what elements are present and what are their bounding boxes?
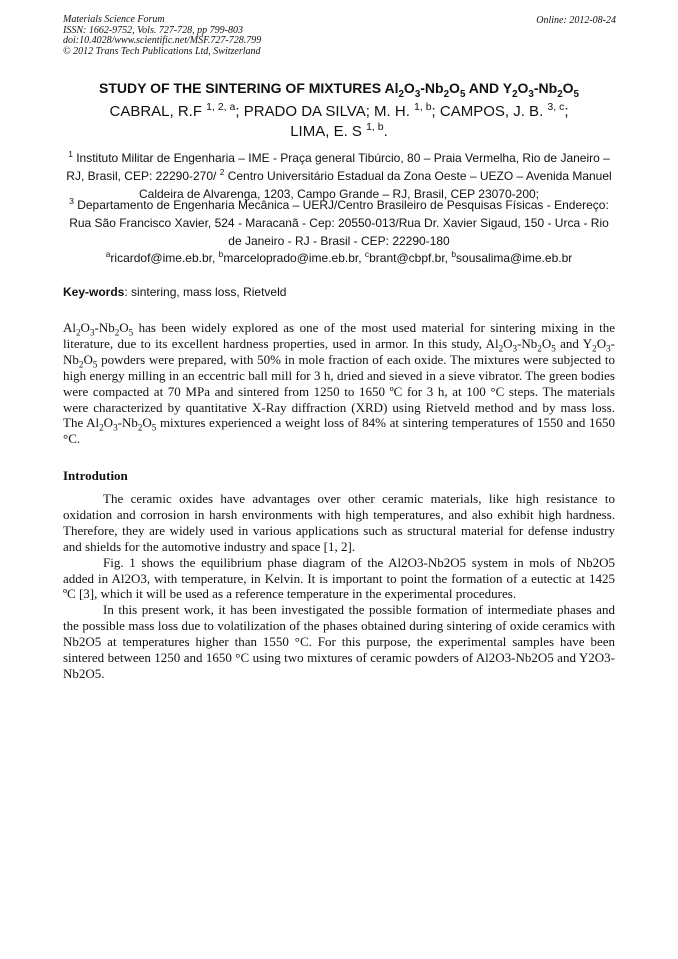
affiliation-1-2: $^1$ Instituto Militar de Engenharia – IME - Praça general Tibúrcio, 80 – Praia Vermelha, Rio de Janeiro – RJ, Brasil, CEP: 22290-270/ $^2$ Centro Universitário Estadual da Zona Oeste – UEZO – Avenida Manuel Caldeira de Alvarenga, 1203, Campo Grande – RJ, Brasil, CEP 23070-200; — [66, 149, 612, 201]
journal-name: Materials Science Forum — [63, 14, 165, 25]
issn-line: ISSN: 1662-9752, Vols. 727-728, pp 799-803 — [63, 24, 243, 36]
paper-title: STUDY OF THE SINTERING OF MIXTURES $Al_2O_3-Nb_2O_5$ AND $Y_2O_3-Nb_2O_5$ — [99, 80, 579, 100]
introduction-body — [63, 491, 615, 682]
publication-info — [63, 15, 261, 57]
doi-line: doi:10.4028/www.scientific.net/MSF.727-728.799 — [63, 35, 262, 46]
section-heading-introduction: Introdution — [63, 468, 128, 483]
paragraph: The ceramic oxides have advantages over other ceramic materials, like high resistance to oxidation and corrosion in harsh environments with high temperatures, and also exhibit high hardness. Therefore, they are widely used in various applications such as structural material for defense industry and shields for the automotive industry and space [1, 2]. — [63, 491, 615, 554]
keywords: Key-words: sintering, mass loss, Rietveld — [63, 285, 287, 299]
paragraph: Fig. 1 shows the equilibrium phase diagram of the Al2O3-Nb2O5 system in mols of Nb2O5 added in Al2O3, with temperature, in Kelvin. It is important to point the formation of a eutectic at 1425 ºC [3], which it will be used as a reference temperature in the experimental procedures. — [63, 554, 615, 602]
affiliation-3: $^3$ Departamento de Engenharia Mecânica – UERJ/Centro Brasileiro de Pesquisas Físicas - Endereço: Rua São Francisco Xavier, 524 - Maracanã - Cep: 20550-013/Rua Dr. Xavier Sigaud, 150 - Urca - Rio de Janeiro - RJ - Brasil - CEP: 22290-180 — [69, 196, 609, 248]
author-list: CABRAL, R.F $^{1, 2, a}$; PRADO DA SILVA; M. H. $^{1, b}$; CAMPOS, J. B. $^{3, c}$; LIMA, E. S $^{1, b}$. — [109, 101, 569, 140]
keywords-label: Key-words — [63, 285, 125, 299]
abstract: $Al_2O_3-Nb_2O_5$ has been widely explored as one of the most used material for sintering mixing in the literature, due to its excellent hardness properties, used in armor. In this study, $Al_2O_3-Nb_2O_5$ and $Y_2O_3-Nb_2O_5$ powders were prepared, with 50% in mole fraction of each oxide. The mixtures were subjected to high energy milling in an eccentric ball mill for 3 h, dried and sieved in a sieve vibrator. The green bodies were compacted at 70 MPa and sintered from 1250 to 1650 ºC for 3 h, at 100 °C steps. The materials were characterized by quantitative X-Ray diffraction (XRD) using Rietveld method and by mass loss. The $Al_2O_3-Nb_2O_5$ mixtures experienced a weight loss of 84% at sintering temperatures of 1550 and 1650 °C. — [63, 320, 615, 447]
online-date: Online: 2012-08-24 — [536, 15, 616, 26]
author-emails: $^a$ricardof@ime.eb.br, $^b$marceloprado@ime.eb.br, $^c$brant@cbpf.br, $^b$sousalima@ime.eb.br — [105, 249, 573, 265]
copyright-line: © 2012 Trans Tech Publications Ltd, Switzerland — [63, 45, 261, 57]
paragraph: In this present work, it has been investigated the possible formation of intermediate phases and the possible mass loss due to volatilization of the phases obtained during sintering of oxide ceramics with Nb2O5 at temperatures higher than 1550 °C. For this purpose, the experimental samples have been sintered between 1250 and 1650 °C using two mixtures of ceramic powders of Al2O3-Nb2O5 and Y2O3-Nb2O5. — [63, 602, 615, 681]
